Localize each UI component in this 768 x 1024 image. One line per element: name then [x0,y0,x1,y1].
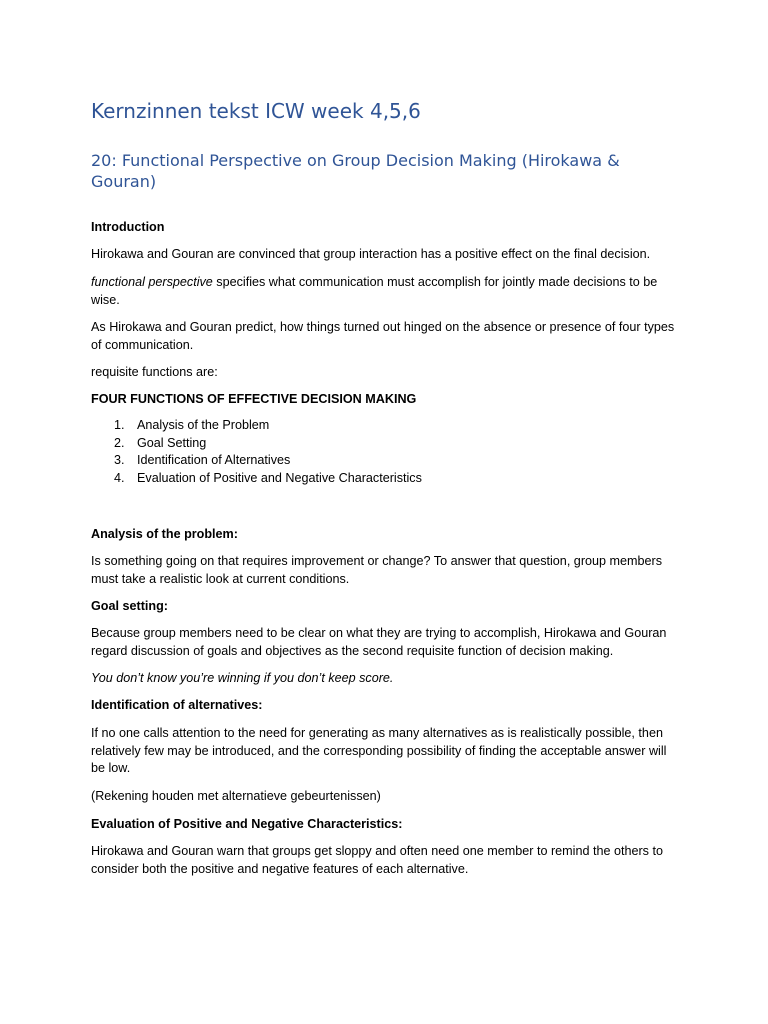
functions-heading: FOUR FUNCTIONS OF EFFECTIVE DECISION MAKING [91,392,417,406]
introduction-paragraph-2-rest: specifies what communication must accomplish for jointly made decisions to be wise. [91,275,658,307]
list-item-number: 2. [114,435,125,450]
list-item-number: 1. [114,418,125,432]
document-title: Kernzinnen tekst ICW week 4,5,6 [91,99,421,123]
introduction-paragraph-1: Hirokawa and Gouran are convinced that group interaction has a positive effect on the final decision. [91,247,651,261]
list-item [91,417,422,435]
goal-setting-paragraph: Because group members need to be clear on what they are trying to accomplish, Hirokawa and Gouran regard discussion of goals and objectives as the second requisite function of decision making. [91,626,667,658]
list-item [91,435,422,453]
list-item [91,452,422,470]
list-item-label: Analysis of the Problem [137,418,270,432]
introduction-paragraph-3: As Hirokawa and Gouran predict, how things turned out hinged on the absence or presence of four types of communication. [91,320,675,352]
list-item-label: Evaluation of Positive and Negative Characteristics [137,470,422,485]
introduction-paragraph-2 [91,274,676,309]
functional-perspective-term: functional perspective [91,275,213,289]
analysis-paragraph: Is something going on that requires improvement or change? To answer that question, group members must take a realistic look at current conditions. [91,554,663,586]
list-item-label: Goal Setting [137,435,207,450]
goal-setting-heading: Goal setting: [91,599,168,613]
chapter-heading: 20: Functional Perspective on Group Decision Making (Hirokawa & Gouran) [91,151,620,191]
introduction-paragraph-4: requisite functions are: [91,365,218,379]
alternatives-note: (Rekening houden met alternatieve gebeurtenissen) [91,789,381,803]
list-item [91,470,422,488]
alternatives-heading: Identification of alternatives: [91,698,263,712]
introduction-heading: Introduction [91,220,165,234]
list-item-number: 4. [114,470,125,485]
functions-list [91,417,422,487]
analysis-heading: Analysis of the problem: [91,527,238,541]
list-item-number: 3. [114,453,125,467]
evaluation-paragraph: Hirokawa and Gouran warn that groups get sloppy and often need one member to remind the others to consider both the positive and negative features of each alternative. [91,844,663,876]
evaluation-heading: Evaluation of Positive and Negative Characteristics: [91,817,403,831]
alternatives-paragraph: If no one calls attention to the need for generating as many alternatives as is realistically possible, then relatively few may be introduced, and the corresponding possibility of finding the acceptable answer will be low. [91,726,667,775]
list-item-label: Identification of Alternatives [137,453,291,467]
goal-setting-quote: You don’t know you’re winning if you don’t keep score. [91,671,394,685]
